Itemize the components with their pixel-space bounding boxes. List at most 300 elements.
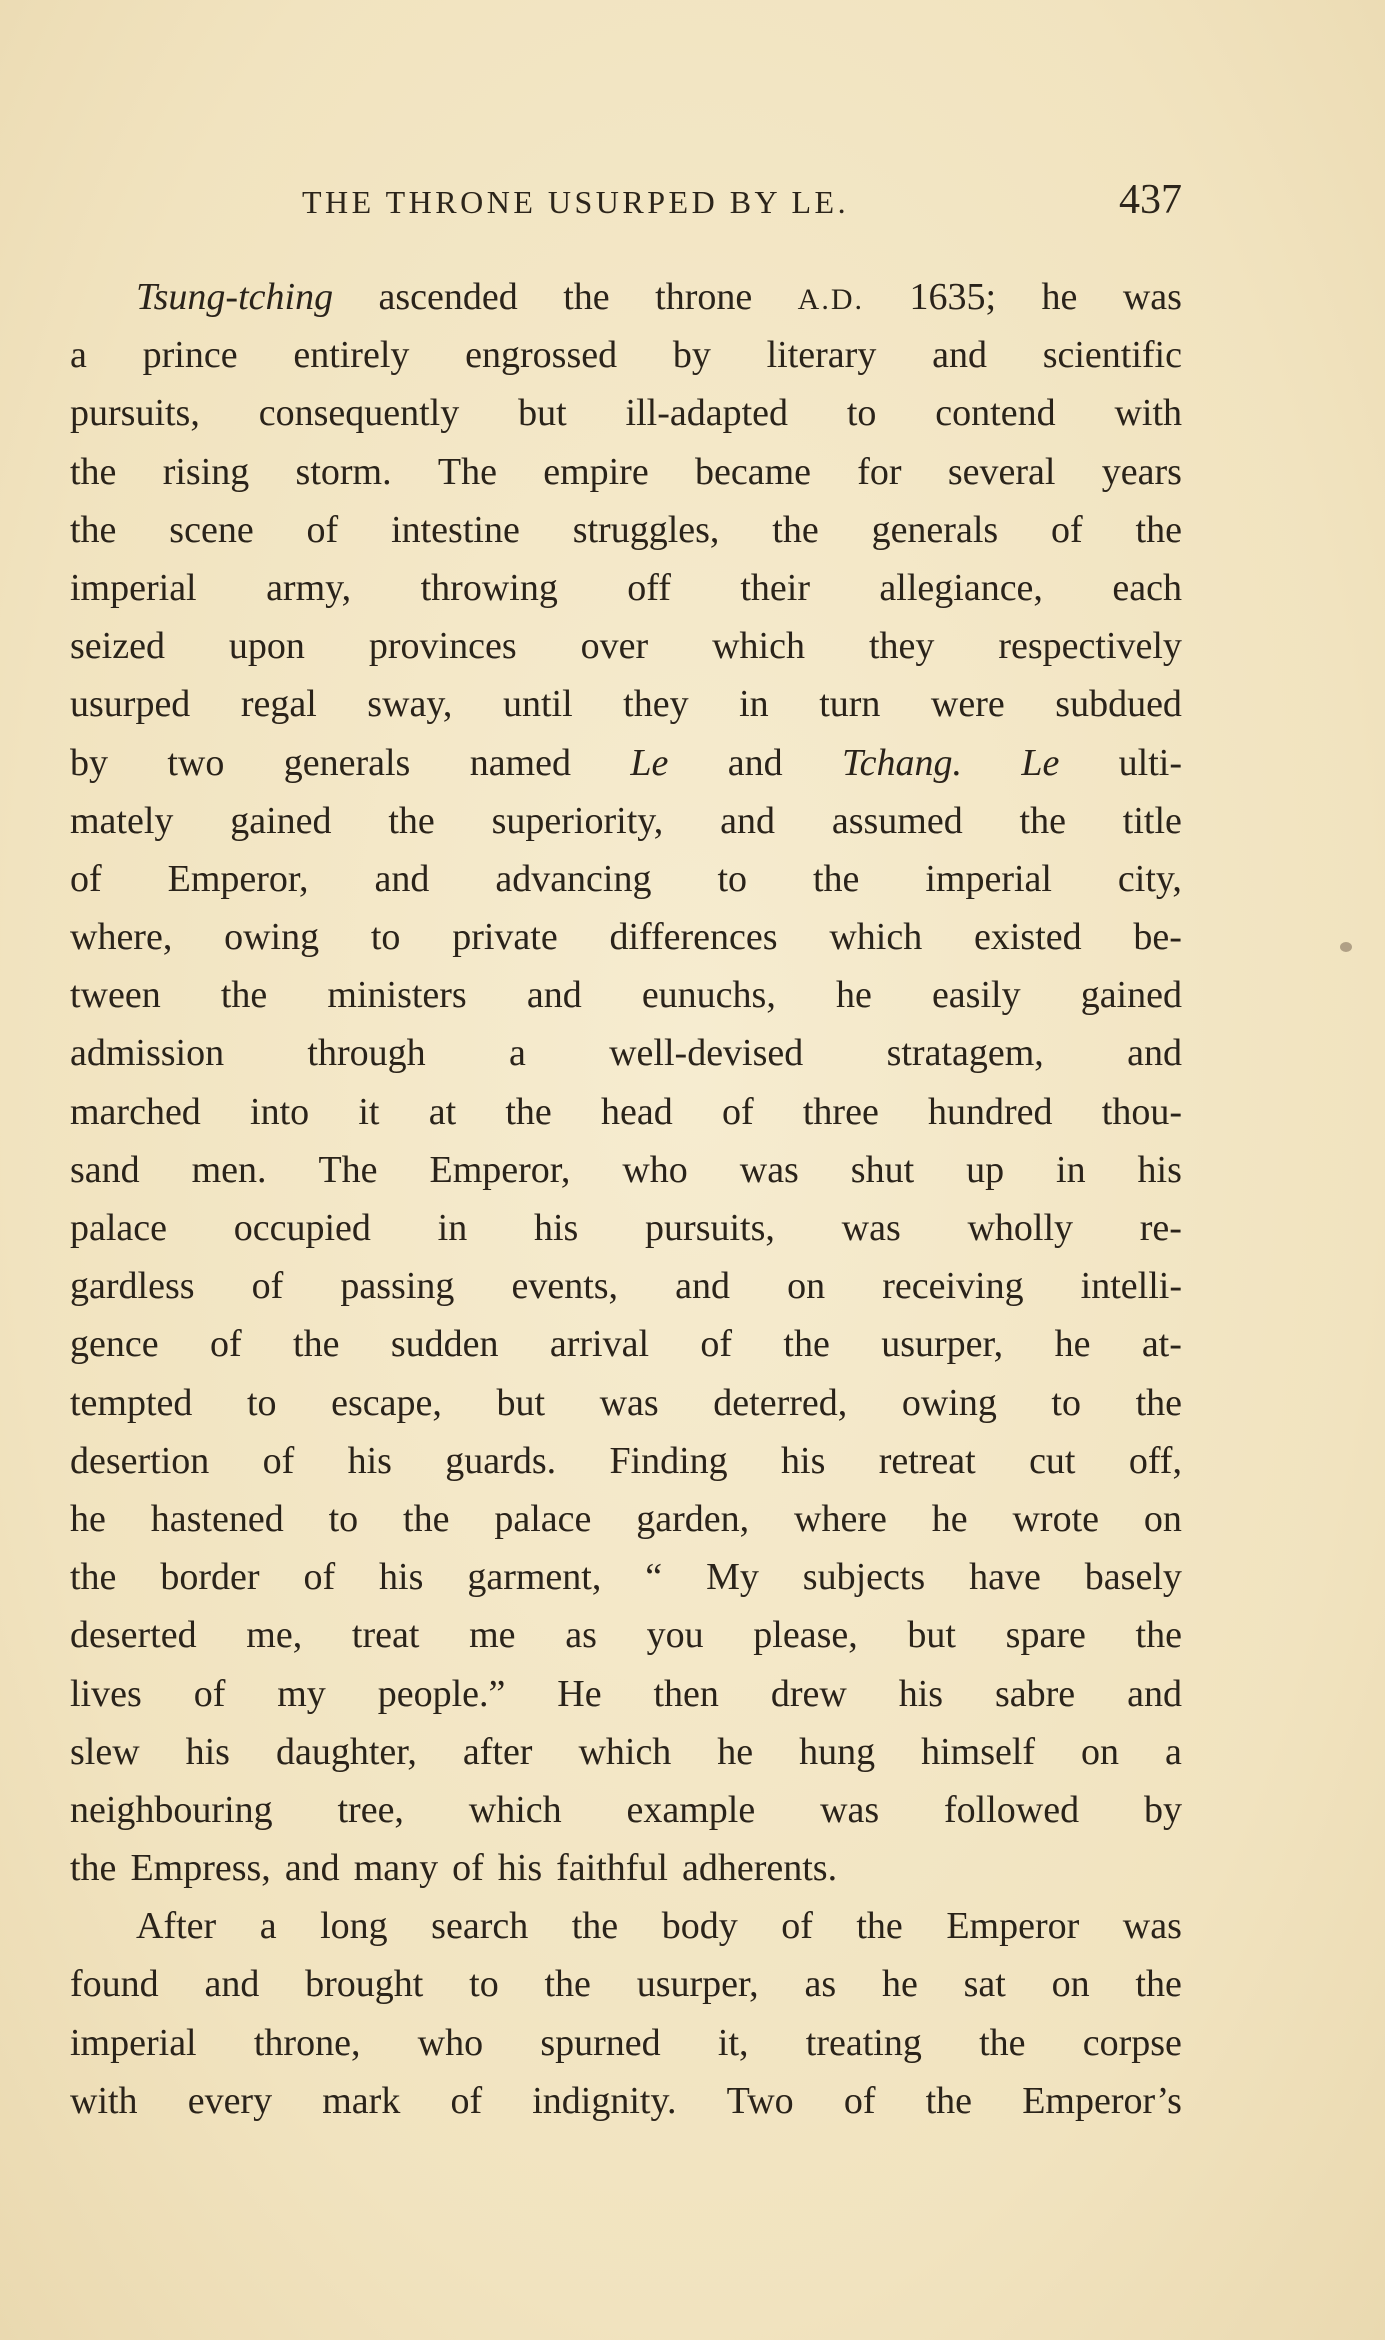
running-head-title: THE THRONE USURPED BY LE. bbox=[302, 184, 850, 220]
word: garment, bbox=[467, 1556, 602, 1599]
word: superiority, bbox=[491, 799, 664, 842]
word: provinces bbox=[368, 625, 517, 668]
word: private bbox=[452, 916, 558, 959]
word: to bbox=[1051, 1381, 1081, 1424]
word: wrote bbox=[1012, 1497, 1099, 1540]
word: who bbox=[622, 1148, 688, 1191]
word: ulti- bbox=[1118, 741, 1182, 784]
text-line bbox=[70, 559, 1182, 617]
text-line bbox=[70, 1606, 1182, 1664]
word: palace bbox=[70, 1207, 168, 1249]
text-line bbox=[70, 326, 1182, 384]
word: but bbox=[518, 392, 567, 435]
word: he bbox=[70, 1497, 106, 1540]
word: as bbox=[804, 1963, 837, 2006]
word: was bbox=[820, 1788, 880, 1831]
word: generals bbox=[871, 508, 999, 551]
running-head bbox=[70, 178, 1182, 238]
word: but bbox=[907, 1614, 956, 1657]
body-text bbox=[70, 268, 1182, 2130]
text-line bbox=[70, 1955, 1182, 2013]
word: storm. bbox=[295, 450, 392, 493]
word: literary bbox=[766, 334, 877, 377]
word: stratagem, bbox=[886, 1032, 1044, 1075]
word: hung bbox=[799, 1730, 876, 1773]
word: sat bbox=[963, 1963, 1006, 2006]
word: the bbox=[70, 508, 117, 551]
word: to bbox=[246, 1381, 277, 1424]
word: the bbox=[856, 1905, 903, 1948]
word: me bbox=[469, 1614, 516, 1657]
word: imperial bbox=[70, 566, 197, 609]
word: by bbox=[1143, 1788, 1182, 1831]
word: pursuits, bbox=[645, 1207, 775, 1249]
text-line bbox=[70, 443, 1182, 501]
word: the bbox=[1135, 1963, 1182, 2006]
word: scene bbox=[169, 508, 254, 551]
word: on bbox=[1143, 1497, 1182, 1540]
word: treat bbox=[351, 1614, 420, 1657]
text-line bbox=[70, 617, 1182, 675]
word: army, bbox=[266, 566, 352, 609]
word: with bbox=[1114, 392, 1182, 435]
text-line bbox=[70, 1781, 1182, 1839]
word: intestine bbox=[391, 508, 520, 551]
word: up bbox=[966, 1148, 1005, 1191]
word: and bbox=[932, 334, 987, 377]
text-line bbox=[70, 1199, 1182, 1257]
word: the bbox=[70, 1556, 117, 1599]
word: and bbox=[675, 1265, 731, 1308]
word: empire bbox=[543, 450, 649, 493]
word: palace bbox=[494, 1497, 592, 1540]
word: sudden bbox=[390, 1323, 499, 1366]
word: body bbox=[661, 1905, 738, 1948]
word: The bbox=[318, 1148, 378, 1191]
word: on bbox=[787, 1265, 826, 1308]
word: contend bbox=[935, 392, 1056, 435]
word: me, bbox=[246, 1614, 303, 1657]
word: owing bbox=[901, 1381, 997, 1424]
word: assumed bbox=[831, 799, 963, 842]
word: throne bbox=[655, 276, 753, 318]
word: well-devised bbox=[609, 1032, 804, 1075]
text-line bbox=[70, 1024, 1182, 1082]
word: and bbox=[204, 1963, 260, 2006]
word: gained bbox=[1080, 974, 1182, 1017]
text-line bbox=[70, 1839, 1182, 1897]
word: gence bbox=[70, 1323, 159, 1366]
word: treating bbox=[805, 2021, 922, 2064]
word: head bbox=[601, 1090, 673, 1133]
word: the bbox=[403, 1497, 450, 1540]
text-line bbox=[70, 1723, 1182, 1781]
text-line bbox=[70, 1257, 1182, 1315]
word: passing bbox=[340, 1265, 455, 1308]
word: then bbox=[653, 1672, 719, 1715]
word: rising bbox=[162, 450, 250, 493]
word: years bbox=[1101, 450, 1182, 493]
word: Emperor, bbox=[429, 1148, 571, 1191]
word: his bbox=[898, 1672, 944, 1715]
word: prince bbox=[142, 334, 238, 377]
text-line bbox=[70, 1432, 1182, 1490]
word: the bbox=[772, 508, 819, 551]
word: search bbox=[431, 1905, 529, 1948]
word: ascended bbox=[378, 276, 518, 318]
word: engrossed bbox=[465, 334, 618, 377]
word: slew bbox=[70, 1730, 140, 1773]
word: upon bbox=[228, 625, 305, 668]
word: subdued bbox=[1055, 683, 1182, 726]
word: he bbox=[881, 1963, 918, 2006]
word: differences bbox=[609, 916, 778, 959]
word: regal bbox=[240, 683, 317, 726]
word: Tchang. bbox=[841, 741, 962, 784]
word: the bbox=[571, 1905, 619, 1948]
word: named bbox=[469, 741, 571, 784]
text-line bbox=[70, 1490, 1182, 1548]
word: Emperor, bbox=[167, 857, 309, 900]
word: long bbox=[320, 1905, 388, 1948]
word: re- bbox=[1139, 1207, 1182, 1249]
word: of bbox=[209, 1323, 242, 1366]
word: of bbox=[306, 508, 339, 551]
word: events, bbox=[511, 1265, 619, 1308]
text-line bbox=[70, 501, 1182, 559]
word: they bbox=[623, 683, 689, 726]
word: Two bbox=[726, 2079, 794, 2122]
word: after bbox=[462, 1730, 533, 1773]
word: hastened bbox=[150, 1497, 284, 1540]
word: of bbox=[70, 857, 102, 900]
word: a bbox=[70, 334, 87, 377]
word: the bbox=[925, 2079, 973, 2122]
word: was bbox=[1122, 1905, 1182, 1948]
word: the bbox=[1019, 799, 1066, 842]
word: who bbox=[417, 2021, 484, 2064]
word: mark bbox=[322, 2079, 401, 2122]
word: it, bbox=[717, 2021, 749, 2064]
word: guards. bbox=[445, 1439, 557, 1482]
word: the bbox=[1135, 1381, 1182, 1424]
word: faithful bbox=[556, 1847, 668, 1890]
word: which bbox=[578, 1730, 672, 1773]
word: respectively bbox=[998, 625, 1182, 668]
word: Emperor’s bbox=[1022, 2079, 1182, 2122]
word: the bbox=[783, 1323, 830, 1366]
text-line bbox=[70, 675, 1182, 733]
word: seized bbox=[70, 625, 165, 668]
word: of bbox=[251, 1265, 284, 1308]
word: Empress, bbox=[130, 1847, 271, 1890]
word: of bbox=[262, 1439, 295, 1482]
word: throwing bbox=[420, 566, 558, 609]
word: his bbox=[781, 1439, 826, 1482]
word: his bbox=[185, 1730, 230, 1773]
word: spurned bbox=[540, 2021, 661, 2064]
word: his bbox=[533, 1207, 579, 1249]
word: of bbox=[450, 2079, 483, 2122]
word: Emperor bbox=[946, 1905, 1080, 1948]
text-line bbox=[70, 384, 1182, 442]
word: owing bbox=[224, 916, 320, 959]
text-line bbox=[70, 268, 1182, 326]
word: to bbox=[846, 392, 877, 435]
word: example bbox=[626, 1788, 756, 1831]
word: and bbox=[1127, 1672, 1182, 1715]
word: After bbox=[136, 1905, 217, 1948]
word: daughter, bbox=[275, 1730, 417, 1773]
word: his bbox=[347, 1439, 392, 1482]
word: of bbox=[303, 1556, 336, 1599]
word: sabre bbox=[994, 1672, 1076, 1715]
text-line bbox=[70, 1665, 1182, 1723]
word: thou- bbox=[1101, 1090, 1182, 1133]
word: each bbox=[1112, 566, 1182, 609]
word: struggles, bbox=[572, 508, 720, 551]
word: tempted bbox=[70, 1381, 193, 1424]
word: ill-adapted bbox=[625, 392, 788, 435]
word: mately bbox=[70, 799, 174, 842]
word: easily bbox=[931, 974, 1021, 1017]
word: subjects bbox=[802, 1556, 926, 1599]
word: consequently bbox=[258, 392, 460, 435]
word: gardless bbox=[70, 1265, 195, 1308]
word: men. bbox=[191, 1148, 267, 1191]
word: which bbox=[712, 625, 805, 668]
word: eunuchs, bbox=[641, 974, 776, 1017]
word: until bbox=[502, 683, 573, 726]
word: the bbox=[979, 2021, 1026, 2064]
word: admission bbox=[70, 1032, 225, 1075]
word: on bbox=[1051, 1963, 1090, 2006]
word: 1635; bbox=[909, 276, 997, 318]
word: the bbox=[812, 857, 860, 900]
word: off, bbox=[1128, 1439, 1182, 1482]
word: was bbox=[599, 1381, 659, 1424]
word: please, bbox=[753, 1614, 858, 1657]
word: My bbox=[706, 1556, 759, 1599]
word: to bbox=[328, 1497, 359, 1540]
word: usurper, bbox=[636, 1963, 759, 2006]
word: indignity. bbox=[532, 2079, 677, 2122]
word: the bbox=[1135, 508, 1182, 551]
word: have bbox=[969, 1556, 1041, 1599]
word: he bbox=[835, 974, 872, 1017]
word: Le bbox=[630, 741, 669, 784]
word: desertion bbox=[70, 1439, 210, 1482]
word: by bbox=[672, 334, 711, 377]
word: adherents. bbox=[682, 1847, 838, 1890]
word: of bbox=[452, 1847, 484, 1890]
word: spare bbox=[1005, 1614, 1086, 1657]
word: be- bbox=[1133, 916, 1182, 959]
text-line bbox=[70, 1897, 1182, 1955]
word: “ bbox=[645, 1556, 663, 1599]
text-line bbox=[70, 2072, 1182, 2130]
word: it bbox=[358, 1090, 380, 1133]
word: he bbox=[717, 1730, 754, 1773]
word: to bbox=[469, 1963, 499, 2006]
word: the bbox=[505, 1090, 552, 1133]
word: advancing bbox=[495, 857, 652, 900]
word: generals bbox=[283, 741, 411, 784]
word: he bbox=[931, 1497, 968, 1540]
word: was bbox=[1122, 276, 1182, 318]
word: lives bbox=[70, 1672, 142, 1715]
word: and bbox=[374, 857, 430, 900]
word: imperial bbox=[70, 2021, 197, 2064]
word: himself bbox=[921, 1730, 1036, 1773]
word: which bbox=[829, 916, 923, 959]
word: of bbox=[721, 1090, 754, 1133]
word: Finding bbox=[609, 1439, 728, 1482]
word: the bbox=[388, 799, 435, 842]
word: the bbox=[70, 1847, 117, 1890]
word: of bbox=[193, 1672, 226, 1715]
word: marched bbox=[70, 1090, 201, 1133]
word: and bbox=[526, 974, 582, 1017]
word: border bbox=[160, 1556, 260, 1599]
word: the bbox=[220, 974, 268, 1017]
word: a bbox=[259, 1905, 277, 1948]
word: was bbox=[739, 1148, 799, 1191]
word: their bbox=[740, 566, 810, 609]
word: at bbox=[428, 1090, 457, 1133]
text-line bbox=[70, 1374, 1182, 1432]
word: the bbox=[563, 276, 610, 318]
text-line bbox=[70, 1083, 1182, 1141]
word: the bbox=[70, 450, 117, 493]
word: scientific bbox=[1042, 334, 1182, 377]
word: in bbox=[437, 1207, 468, 1249]
text-line bbox=[70, 2014, 1182, 2072]
word: imperial bbox=[925, 857, 1052, 900]
word: was bbox=[841, 1207, 901, 1249]
word: my bbox=[277, 1672, 326, 1715]
text-line bbox=[70, 966, 1182, 1024]
word: corpse bbox=[1082, 2021, 1182, 2064]
word: and bbox=[1127, 1032, 1182, 1075]
word: they bbox=[868, 625, 935, 668]
word: Tsung-tching bbox=[136, 276, 334, 318]
word: brought bbox=[305, 1963, 424, 2006]
word: Le bbox=[1021, 741, 1060, 784]
word: title bbox=[1122, 799, 1182, 842]
word: ministers bbox=[327, 974, 467, 1017]
word: in bbox=[1056, 1148, 1086, 1191]
word: with bbox=[70, 2079, 138, 2122]
word: were bbox=[930, 683, 1005, 726]
word: of bbox=[843, 2079, 876, 2122]
word: escape, bbox=[331, 1381, 442, 1424]
word: shut bbox=[850, 1148, 915, 1191]
text-line bbox=[70, 792, 1182, 850]
word: which bbox=[468, 1788, 562, 1831]
word: to bbox=[717, 857, 747, 900]
word: of bbox=[700, 1323, 733, 1366]
word: entirely bbox=[293, 334, 410, 377]
word: off bbox=[627, 566, 671, 609]
word: in bbox=[739, 683, 769, 726]
word: he bbox=[1054, 1323, 1091, 1366]
word: a bbox=[1165, 1730, 1182, 1773]
word: sand bbox=[70, 1148, 140, 1191]
word: gained bbox=[230, 799, 332, 842]
word: and bbox=[284, 1847, 340, 1890]
word: over bbox=[580, 625, 649, 668]
word: he bbox=[1041, 276, 1078, 318]
word: existed bbox=[973, 916, 1082, 959]
word: you bbox=[646, 1614, 704, 1657]
word: sway, bbox=[367, 683, 453, 726]
word: turn bbox=[819, 683, 881, 726]
word: at- bbox=[1141, 1323, 1182, 1366]
word: deserted bbox=[70, 1614, 197, 1657]
word: three bbox=[802, 1090, 879, 1133]
text-line bbox=[70, 734, 1182, 792]
word: retreat bbox=[878, 1439, 976, 1482]
word: allegiance, bbox=[879, 566, 1043, 609]
word: found bbox=[70, 1963, 159, 2006]
word: deterred, bbox=[713, 1381, 848, 1424]
text-line bbox=[70, 908, 1182, 966]
word: many bbox=[353, 1847, 439, 1890]
word: cut bbox=[1029, 1439, 1076, 1482]
word: He bbox=[557, 1672, 602, 1715]
word: through bbox=[307, 1032, 426, 1075]
word: the bbox=[1135, 1614, 1182, 1657]
word: of bbox=[1051, 508, 1083, 551]
word: receiving bbox=[882, 1265, 1024, 1308]
text-line bbox=[70, 850, 1182, 908]
word: throne, bbox=[253, 2021, 361, 2064]
word: A.D. bbox=[797, 283, 865, 316]
text-line bbox=[70, 1141, 1182, 1199]
word: his bbox=[1137, 1148, 1182, 1191]
word: wholly bbox=[967, 1207, 1074, 1249]
word: the bbox=[544, 1963, 591, 2006]
word: usurped bbox=[70, 683, 191, 726]
word: on bbox=[1081, 1730, 1120, 1773]
word: hundred bbox=[928, 1090, 1053, 1133]
word: intelli- bbox=[1080, 1265, 1182, 1308]
word: of bbox=[781, 1905, 813, 1948]
word: occupied bbox=[233, 1207, 371, 1249]
word: became bbox=[694, 450, 812, 493]
word: and bbox=[727, 741, 783, 784]
word: by bbox=[70, 741, 108, 784]
word: the bbox=[293, 1323, 340, 1366]
word: where bbox=[794, 1497, 887, 1540]
word: where, bbox=[70, 916, 173, 959]
word: his bbox=[497, 1847, 543, 1890]
word: city, bbox=[1117, 857, 1182, 900]
word: basely bbox=[1084, 1556, 1182, 1599]
word: pursuits, bbox=[70, 392, 200, 435]
word: as bbox=[565, 1614, 597, 1657]
word: and bbox=[720, 799, 775, 842]
word: a bbox=[508, 1032, 526, 1075]
text-line bbox=[70, 1548, 1182, 1606]
word: drew bbox=[770, 1672, 847, 1715]
word: two bbox=[167, 741, 225, 784]
word: garden, bbox=[636, 1497, 750, 1540]
page-number: 437 bbox=[1119, 177, 1182, 223]
word: tween bbox=[70, 974, 161, 1017]
word: every bbox=[187, 2079, 273, 2122]
